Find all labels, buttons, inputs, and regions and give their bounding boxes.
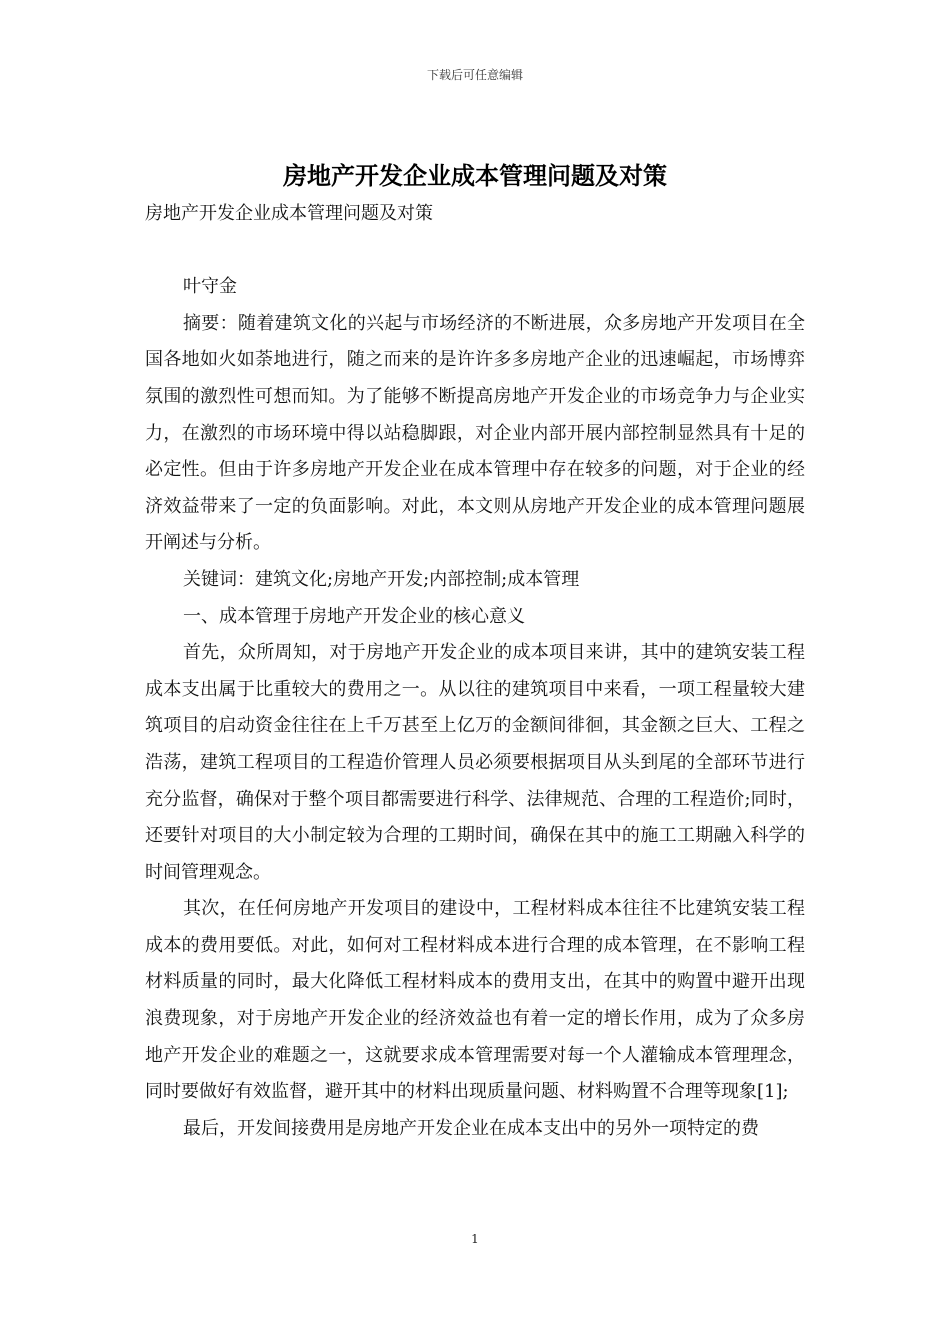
document-body [145,196,805,1147]
page-number: 1 [471,1232,479,1246]
subtitle: 房地产开发企业成本管理问题及对策 [145,203,433,224]
header-note: 下载后可任意编辑 [426,68,523,82]
body-paragraph: 首先，众所周知，对于房地产开发企业的成本项目来讲，其中的建筑安装工程成本支出属于比重较大的费用之一。从以往的建筑项目中来看，一项工程量较大建筑项目的启动资金往往在上千万甚至上亿万的金额间徘徊，其金额之巨大、工程之浩荡，建筑工程项目的工程造价管理人员必须要根据项目从头到尾的全部环节进行充分监督，确保对于整个项目都需要进行科学、法律规范、合理的工程造价;同时，还要针对项目的大小制定较为合理的工期时间，确保在其中的施工工期融入科学的时间管理观念。 [145,642,805,883]
author: 叶守金 [183,276,237,298]
body-paragraph: 最后，开发间接费用是房地产开发企业在成本支出中的另外一项特定的费 [183,1117,759,1139]
body-paragraph: 其次，在任何房地产开发项目的建设中，工程材料成本往往不比建筑安装工程成本的费用要低。对此，如何对工程材料成本进行合理的成本管理，在不影响工程材料质量的同时，最大化降低工程材料成本的费用支出，在其中的购置中避开出现浪费现象，对于房地产开发企业的经济效益也有着一定的增长作用，成为了众多房地产开发企业的难题之一，这就要求成本管理需要对每一个人灌输成本管理理念，同时要做好有效监督，避开其中的材料出现质量问题、材料购置不合理等现象[1]; [145,898,805,1103]
blank-line [145,233,805,270]
document-title: 房地产开发企业成本管理问题及对策 [283,161,667,190]
keywords: 关键词：建筑文化;房地产开发;内部控制;成本管理 [183,568,580,590]
abstract-paragraph: 摘要：随着建筑文化的兴起与市场经济的不断进展，众多房地产开发项目在全国各地如火如荼地进行，随之而来的是许许多多房地产企业的迅速崛起，市场博弈氛围的激烈性可想而知。为了能够不断提高房地产开发企业的市场竞争力与企业实力，在激烈的市场环境中得以站稳脚跟，对企业内部开展内部控制显然具有十足的必定性。但由于许多房地产开发企业在成本管理中存在较多的问题，对于企业的经济效益带来了一定的负面影响。对此，本文则从房地产开发企业的成本管理问题展开阐述与分析。 [145,312,805,554]
section-heading: 一、成本管理于房地产开发企业的核心意义 [183,605,525,627]
